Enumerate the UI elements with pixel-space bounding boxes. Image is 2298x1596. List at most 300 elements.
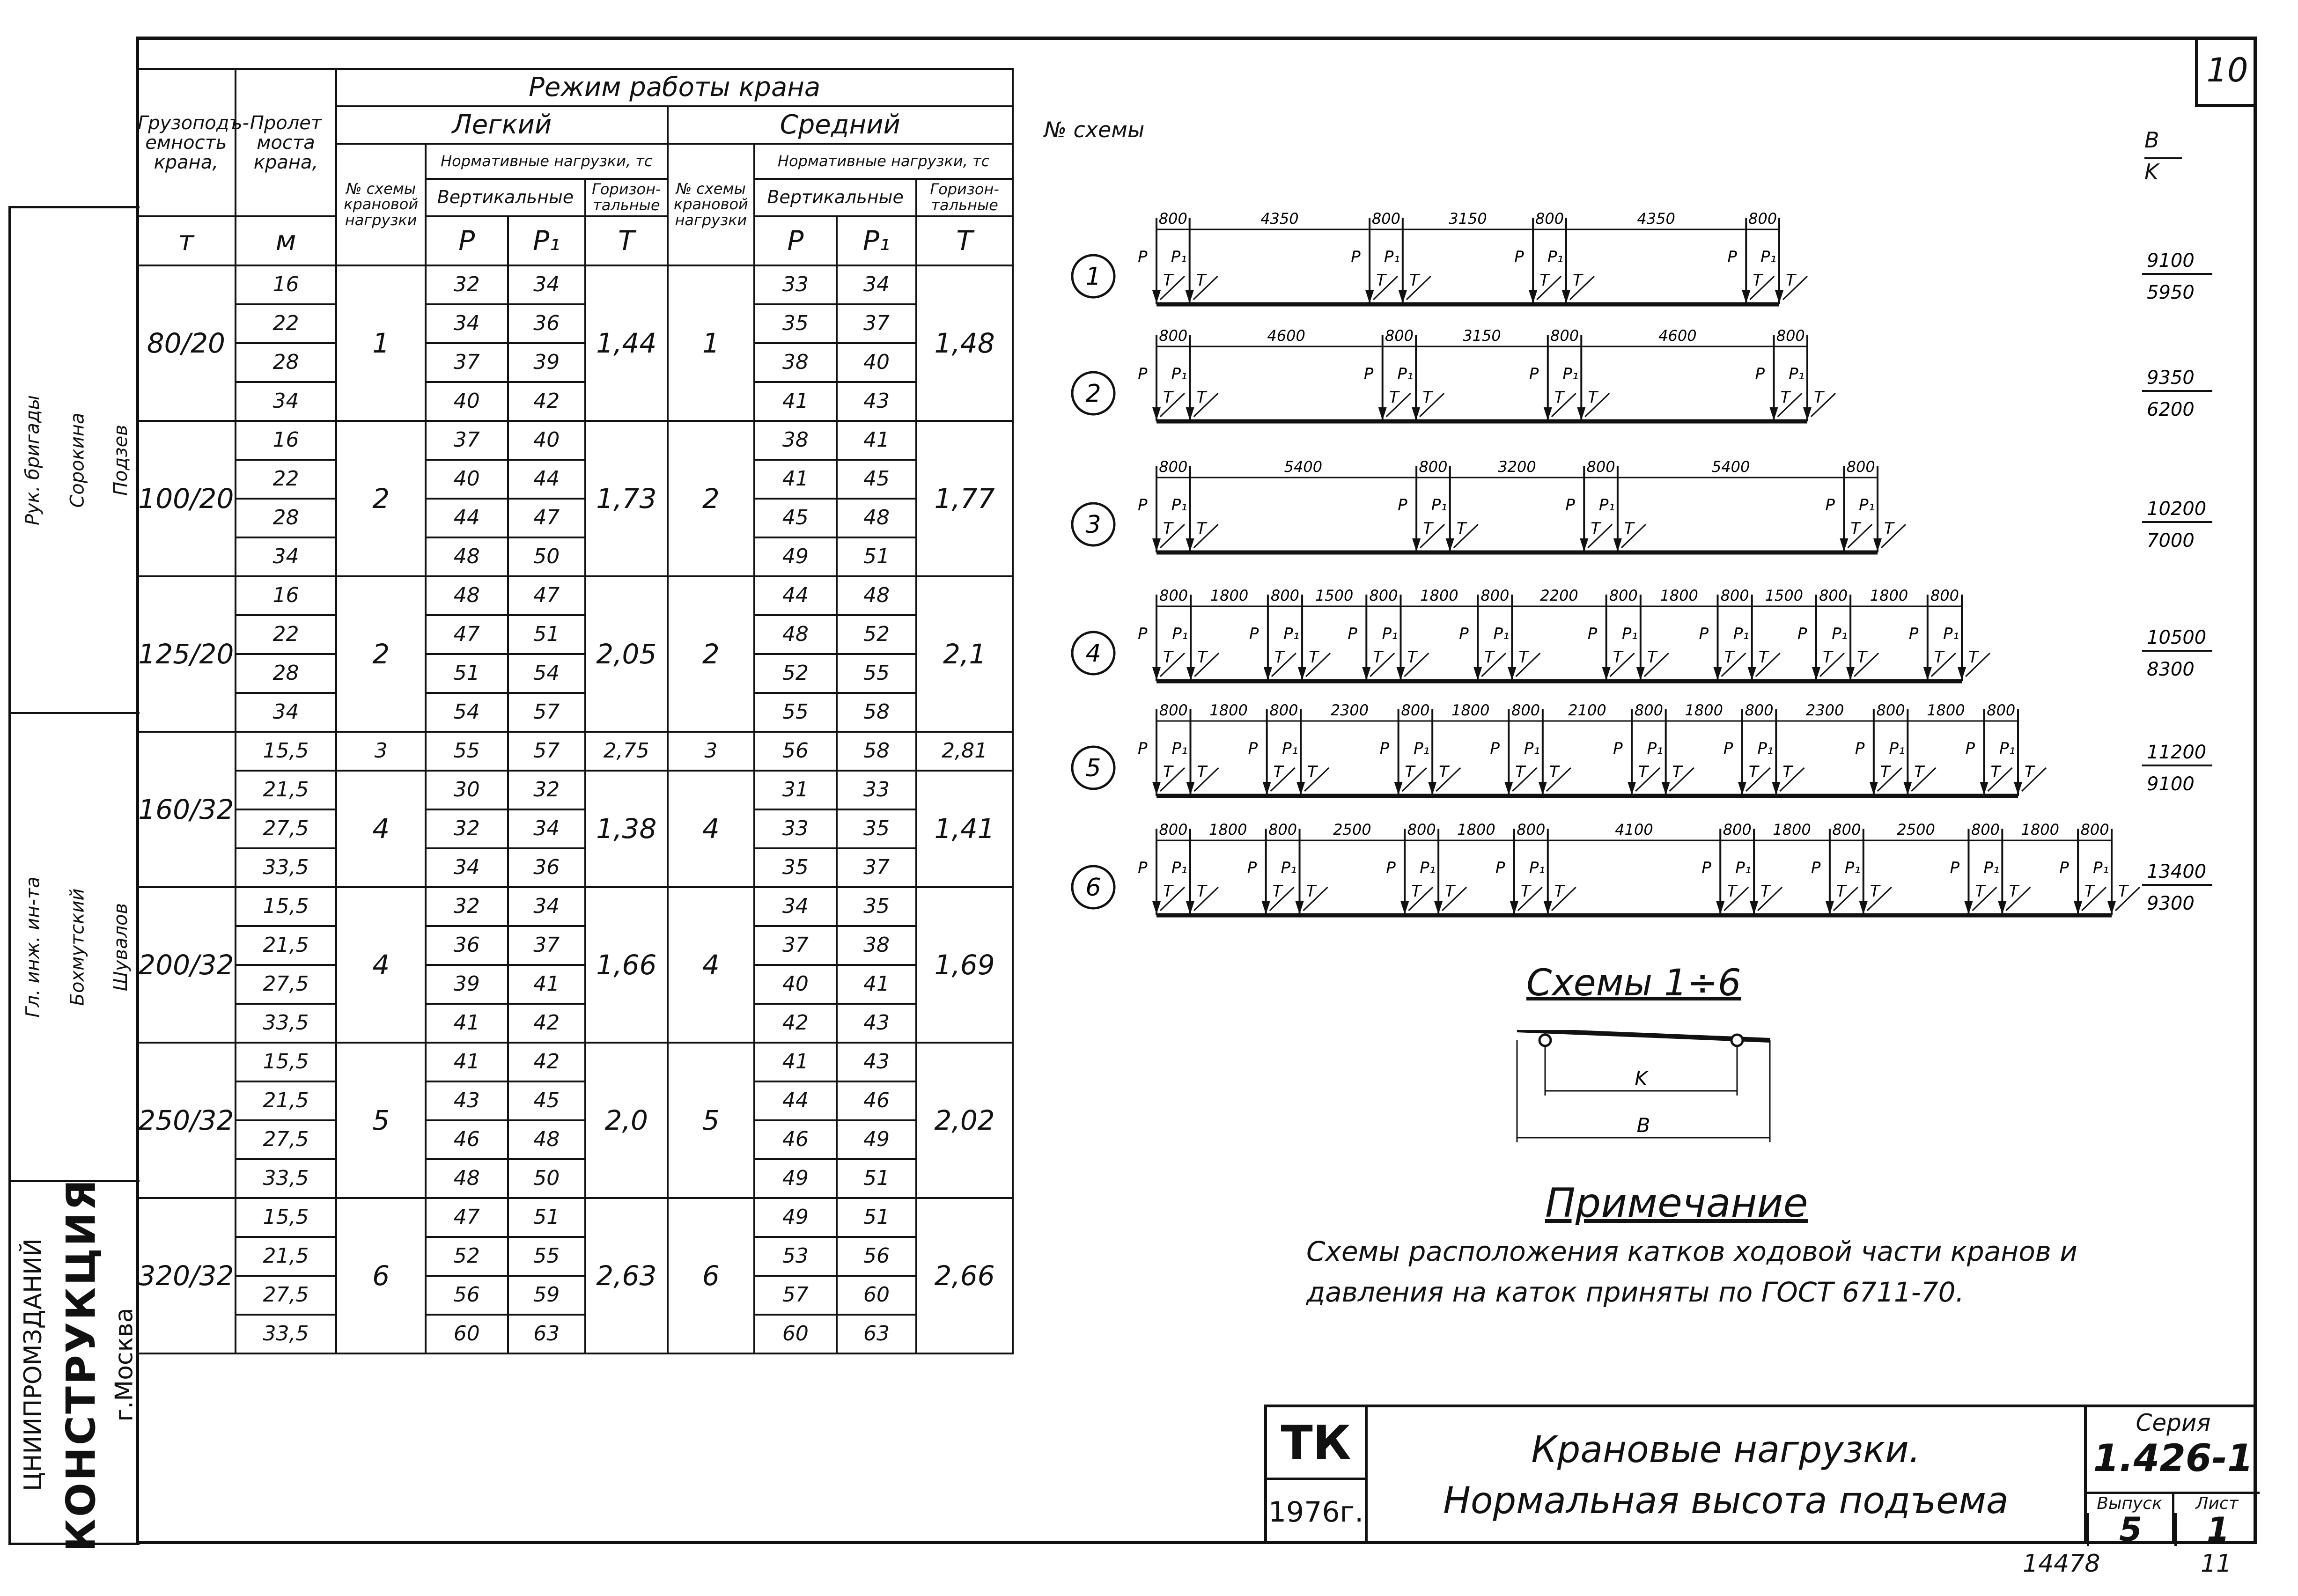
t-load-label: T bbox=[1274, 648, 1284, 667]
table-row bbox=[137, 1159, 1013, 1198]
header-span-unit: м bbox=[236, 216, 337, 265]
scheme-number: 5 bbox=[1085, 754, 1101, 782]
t-medium-cell: 2,66 bbox=[916, 1198, 1013, 1353]
span-cell: 33,5 bbox=[236, 1315, 337, 1353]
t-load-label: T bbox=[1196, 388, 1207, 407]
title-tk bbox=[1267, 1407, 1368, 1544]
t-load-label: T bbox=[1638, 763, 1648, 781]
p1-medium-cell: 41 bbox=[837, 421, 917, 460]
t-load-label: T bbox=[1934, 648, 1944, 667]
load-arrow bbox=[2074, 901, 2082, 914]
capacity-cell: 250/32 bbox=[137, 1043, 236, 1198]
tk-label: ТК bbox=[1267, 1407, 1365, 1480]
t-load-label: T bbox=[1647, 648, 1657, 667]
capacity-cell: 320/32 bbox=[137, 1198, 236, 1353]
t-light-cell: 1,38 bbox=[585, 771, 668, 887]
load-arrow bbox=[1446, 538, 1454, 552]
p1-light-cell: 34 bbox=[508, 809, 586, 848]
p-light-cell: 44 bbox=[426, 499, 508, 537]
b-value: 10200 bbox=[2147, 498, 2207, 520]
tk-year: 1976г. bbox=[1268, 1495, 1364, 1529]
header-span: Пролет моста крана, bbox=[236, 69, 337, 216]
dimension-label: 4600 bbox=[1658, 327, 1697, 345]
p1-light-cell: 40 bbox=[508, 421, 586, 460]
p1-medium-cell: 51 bbox=[837, 537, 917, 576]
p-load-label: P bbox=[1825, 496, 1835, 515]
p1-light-cell: 44 bbox=[508, 460, 586, 499]
header-p-light: P bbox=[426, 216, 508, 265]
p-load-label: P bbox=[1699, 625, 1709, 643]
scheme-6 bbox=[1072, 821, 2212, 915]
t-load-label: T bbox=[1914, 763, 1924, 781]
t-load-label: T bbox=[1990, 763, 2001, 781]
header-t-medium: T bbox=[916, 216, 1013, 265]
p-load-label: P₁ bbox=[1889, 739, 1905, 758]
t-medium-cell: 2,1 bbox=[916, 576, 1013, 732]
load-arrow bbox=[1152, 901, 1161, 914]
load-arrow bbox=[1529, 290, 1537, 303]
b-value: 11200 bbox=[2147, 742, 2207, 763]
dimension-label: 1500 bbox=[1315, 587, 1354, 604]
header-scheme-medium: № схемы крановой нагрузки bbox=[668, 144, 755, 265]
p-load-label: P₁ bbox=[1171, 248, 1187, 266]
k-value: 9100 bbox=[2147, 773, 2195, 795]
capacity-cell: 80/20 bbox=[137, 265, 236, 421]
p-medium-cell: 55 bbox=[754, 693, 837, 732]
t-light-cell: 2,63 bbox=[585, 1198, 668, 1353]
table-row bbox=[137, 1120, 1013, 1159]
t-load-label: T bbox=[1439, 763, 1449, 781]
p-medium-cell: 38 bbox=[754, 421, 837, 460]
table-row bbox=[137, 1043, 1013, 1081]
p1-medium-cell: 35 bbox=[837, 809, 917, 848]
table-row bbox=[137, 1004, 1013, 1043]
header-mode: Режим работы крана bbox=[336, 69, 1013, 106]
p-medium-cell: 38 bbox=[754, 343, 837, 382]
dimension-label: 800 bbox=[1511, 701, 1540, 719]
p-load-label: P bbox=[1379, 739, 1390, 758]
dimension-label: 800 bbox=[1930, 587, 1959, 604]
dimension-label: 1800 bbox=[1451, 701, 1490, 719]
t-load-label: T bbox=[1857, 648, 1867, 667]
span-cell: 21,5 bbox=[236, 771, 337, 809]
load-arrow bbox=[1742, 290, 1750, 303]
note-text: Схемы расположения катков ходовой части кранов и давления на каток приняты по ГОСТ 6711-70. bbox=[1306, 1236, 2077, 1308]
dimension-label: 4600 bbox=[1267, 327, 1305, 345]
t-load-label: T bbox=[2009, 882, 2019, 901]
series-value: 1.426-1 bbox=[2093, 1436, 2254, 1480]
p-load-label: P₁ bbox=[1171, 859, 1188, 877]
scheme-number: 6 bbox=[1085, 874, 1101, 902]
p1-medium-cell: 60 bbox=[837, 1276, 917, 1315]
dimension-label: 800 bbox=[1971, 821, 2000, 838]
t-medium-cell: 1,77 bbox=[916, 421, 1013, 576]
b-value: 13400 bbox=[2147, 861, 2207, 883]
p1-medium-cell: 41 bbox=[837, 965, 917, 1004]
load-arrow bbox=[1412, 407, 1420, 420]
load-arrow bbox=[1636, 667, 1645, 680]
sheet-value: 1 bbox=[2174, 1513, 2260, 1546]
issue-label: Выпуск bbox=[2097, 1494, 2162, 1513]
p-medium-cell: 41 bbox=[754, 460, 837, 499]
p1-light-cell: 57 bbox=[508, 732, 586, 771]
t-load-label: T bbox=[1163, 271, 1173, 290]
load-arrow bbox=[1544, 407, 1552, 420]
load-arrow bbox=[1539, 782, 1547, 795]
load-arrow bbox=[1812, 667, 1820, 680]
capacity-cell: 200/32 bbox=[137, 887, 236, 1043]
span-cell: 33,5 bbox=[236, 1004, 337, 1043]
load-arrow bbox=[1152, 667, 1161, 680]
dimension-label: 800 bbox=[1987, 701, 2016, 719]
p1-medium-cell: 43 bbox=[837, 382, 917, 421]
dimension-label: 800 bbox=[1535, 210, 1564, 228]
inventory-number: 14478 bbox=[2023, 1550, 2100, 1578]
t-load-label: T bbox=[1307, 763, 1317, 781]
load-arrow bbox=[1296, 782, 1305, 795]
title-main bbox=[1368, 1407, 2084, 1544]
t-light-cell: 1,73 bbox=[585, 421, 668, 576]
p1-light-cell: 55 bbox=[508, 1237, 586, 1276]
p1-medium-cell: 37 bbox=[837, 304, 917, 343]
load-arrow bbox=[1873, 538, 1882, 552]
header-p-medium: P bbox=[754, 216, 837, 265]
p-load-label: P₁ bbox=[2093, 859, 2109, 877]
scheme-light-cell: 4 bbox=[336, 887, 426, 1043]
p1-light-cell: 39 bbox=[508, 343, 586, 382]
p-medium-cell: 41 bbox=[754, 1043, 837, 1081]
p-load-label: P₁ bbox=[1414, 739, 1430, 758]
p1-medium-cell: 48 bbox=[837, 576, 917, 615]
load-arrow bbox=[1772, 782, 1780, 795]
scheme-light-cell: 6 bbox=[336, 1198, 426, 1353]
t-load-label: T bbox=[1196, 519, 1207, 538]
dimension-label: 800 bbox=[1159, 458, 1188, 476]
load-arrow bbox=[1613, 538, 1622, 552]
load-arrow bbox=[1803, 407, 1812, 420]
p-light-cell: 48 bbox=[426, 576, 508, 615]
p-load-label: P₁ bbox=[1493, 625, 1510, 643]
load-arrow bbox=[1750, 901, 1758, 914]
scheme-medium-cell: 3 bbox=[668, 732, 755, 771]
p-load-label: P bbox=[1247, 859, 1257, 877]
load-arrow bbox=[1152, 290, 1161, 303]
header-vertical-medium: Вертикальные bbox=[754, 179, 916, 216]
t-light-cell: 2,05 bbox=[585, 576, 668, 732]
t-medium-cell: 1,41 bbox=[916, 771, 1013, 887]
dimension-label: 800 bbox=[1159, 327, 1188, 345]
span-cell: 21,5 bbox=[236, 1081, 337, 1120]
p-load-label: P bbox=[1398, 496, 1407, 515]
p-load-label: P₁ bbox=[1733, 625, 1749, 643]
mini-b-label: B bbox=[1636, 1114, 1650, 1137]
p1-light-cell: 37 bbox=[508, 926, 586, 965]
p-load-label: P₁ bbox=[1832, 625, 1848, 643]
p-load-label: P₁ bbox=[1382, 625, 1398, 643]
scheme-light-cell: 1 bbox=[336, 265, 426, 421]
stamp-name: Сорокина bbox=[66, 412, 88, 508]
t-load-label: T bbox=[1520, 882, 1531, 901]
p-load-label: P₁ bbox=[1757, 739, 1774, 758]
p-load-label: P₁ bbox=[1524, 739, 1540, 758]
p-light-cell: 41 bbox=[426, 1004, 508, 1043]
scheme-5 bbox=[1072, 701, 2212, 796]
t-load-label: T bbox=[1515, 763, 1525, 781]
p-light-cell: 37 bbox=[426, 421, 508, 460]
dimension-label: 5400 bbox=[1284, 458, 1323, 476]
p1-light-cell: 34 bbox=[508, 265, 586, 304]
dimension-label: 800 bbox=[1723, 821, 1752, 838]
p-medium-cell: 33 bbox=[754, 809, 837, 848]
dimension-label: 800 bbox=[1480, 587, 1510, 604]
dimension-label: 800 bbox=[1609, 587, 1638, 604]
load-arrow bbox=[1152, 538, 1161, 552]
dimension-label: 800 bbox=[1159, 701, 1188, 719]
p-light-cell: 40 bbox=[426, 382, 508, 421]
p-load-label: P₁ bbox=[1283, 625, 1300, 643]
b-value: 9350 bbox=[2147, 367, 2195, 389]
p-load-label: P₁ bbox=[1282, 739, 1298, 758]
scheme-number: 4 bbox=[1085, 640, 1101, 668]
dimension-label: 4100 bbox=[1615, 821, 1653, 838]
t-load-label: T bbox=[1554, 882, 1564, 901]
load-arrow bbox=[1152, 407, 1161, 420]
p1-medium-cell: 58 bbox=[837, 732, 917, 771]
span-cell: 28 bbox=[236, 499, 337, 537]
load-arrow bbox=[1870, 782, 1878, 795]
p-load-label: P bbox=[1797, 625, 1807, 643]
t-medium-cell: 1,69 bbox=[916, 887, 1013, 1043]
p-medium-cell: 57 bbox=[754, 1276, 837, 1315]
load-arrow bbox=[1400, 901, 1409, 914]
p-medium-cell: 56 bbox=[754, 732, 837, 771]
title-line-2: Нормальная высота подъема bbox=[1443, 1480, 2009, 1522]
load-arrow bbox=[1846, 667, 1855, 680]
span-cell: 22 bbox=[236, 460, 337, 499]
span-cell: 33,5 bbox=[236, 1159, 337, 1198]
p1-light-cell: 42 bbox=[508, 1043, 586, 1081]
p-load-label: P₁ bbox=[1735, 859, 1752, 877]
t-load-label: T bbox=[1870, 882, 1880, 901]
p-medium-cell: 45 bbox=[754, 499, 837, 537]
p-load-label: P bbox=[1138, 739, 1148, 758]
p-load-label: P₁ bbox=[1943, 625, 1959, 643]
p1-medium-cell: 35 bbox=[837, 887, 917, 926]
note-title: Примечание bbox=[1545, 1180, 1808, 1227]
load-arrow bbox=[1662, 782, 1670, 795]
p-load-label: P bbox=[1138, 496, 1148, 515]
p-load-label: P₁ bbox=[1384, 248, 1400, 266]
p-load-label: P bbox=[2059, 859, 2069, 877]
load-arrow bbox=[1365, 290, 1374, 303]
p1-medium-cell: 48 bbox=[837, 499, 917, 537]
table-row bbox=[137, 1315, 1013, 1353]
header-capacity: Грузоподъ-емность крана, bbox=[137, 69, 236, 216]
dimension-label: 2300 bbox=[1330, 701, 1369, 719]
dimension-label: 2300 bbox=[1805, 701, 1844, 719]
p-light-cell: 54 bbox=[426, 693, 508, 732]
p-light-cell: 34 bbox=[426, 848, 508, 887]
p1-light-cell: 50 bbox=[508, 1159, 586, 1198]
span-cell: 21,5 bbox=[236, 926, 337, 965]
p-light-cell: 56 bbox=[426, 1276, 508, 1315]
t-load-label: T bbox=[1309, 648, 1318, 667]
p-load-label: P bbox=[1351, 248, 1361, 266]
p-load-label: P bbox=[1723, 739, 1733, 758]
load-arrow bbox=[1903, 782, 1912, 795]
dimension-label: 1800 bbox=[1457, 821, 1495, 838]
p1-medium-cell: 40 bbox=[837, 343, 917, 382]
p-load-label: P bbox=[1727, 248, 1737, 266]
span-cell: 16 bbox=[236, 265, 337, 304]
p1-medium-cell: 55 bbox=[837, 654, 917, 693]
dimension-label: 1500 bbox=[1765, 587, 1804, 604]
t-load-label: T bbox=[2025, 763, 2034, 781]
p-medium-cell: 49 bbox=[754, 1159, 837, 1198]
p1-light-cell: 32 bbox=[508, 771, 586, 809]
dimension-label: 800 bbox=[1268, 821, 1297, 838]
t-load-label: T bbox=[1272, 882, 1282, 901]
title-series bbox=[2084, 1407, 2260, 1549]
p1-light-cell: 47 bbox=[508, 576, 586, 615]
load-arrow bbox=[1826, 901, 1834, 914]
p-load-label: P₁ bbox=[1760, 248, 1777, 266]
load-arrow bbox=[1628, 782, 1636, 795]
p-light-cell: 47 bbox=[426, 1198, 508, 1237]
t-load-label: T bbox=[1518, 648, 1529, 667]
load-arrow bbox=[1412, 538, 1421, 552]
dimension-label: 800 bbox=[2080, 821, 2109, 838]
p-light-cell: 40 bbox=[426, 460, 508, 499]
t-load-label: T bbox=[1197, 648, 1207, 667]
p1-medium-cell: 46 bbox=[837, 1081, 917, 1120]
p1-medium-cell: 37 bbox=[837, 848, 917, 887]
scheme-medium-cell: 4 bbox=[668, 771, 755, 887]
dimension-label: 1800 bbox=[1660, 587, 1698, 604]
capacity-cell: 100/20 bbox=[137, 421, 236, 576]
load-arrow bbox=[1262, 901, 1270, 914]
load-arrow bbox=[1716, 901, 1724, 914]
span-cell: 21,5 bbox=[236, 1237, 337, 1276]
dimension-label: 800 bbox=[1517, 821, 1546, 838]
p-load-label: P₁ bbox=[1621, 625, 1638, 643]
p-light-cell: 48 bbox=[426, 537, 508, 576]
span-cell: 27,5 bbox=[236, 1120, 337, 1159]
p-load-label: P bbox=[1587, 625, 1598, 643]
b-value: 9100 bbox=[2147, 250, 2195, 272]
scheme-1 bbox=[1072, 210, 2212, 304]
dimension-label: 800 bbox=[1586, 458, 1615, 476]
p-load-label: P₁ bbox=[1171, 739, 1188, 758]
p1-light-cell: 34 bbox=[508, 887, 586, 926]
table-row bbox=[137, 1276, 1013, 1315]
p-light-cell: 43 bbox=[426, 1081, 508, 1120]
p-medium-cell: 34 bbox=[754, 887, 837, 926]
p-light-cell: 37 bbox=[426, 343, 508, 382]
p-medium-cell: 52 bbox=[754, 654, 837, 693]
t-load-label: T bbox=[1197, 763, 1207, 781]
span-cell: 33,5 bbox=[236, 848, 337, 887]
dimension-label: 800 bbox=[1819, 587, 1848, 604]
t-load-label: T bbox=[2118, 882, 2128, 901]
load-arrow bbox=[1769, 407, 1778, 420]
dimension-label: 3150 bbox=[1463, 327, 1501, 345]
t-medium-cell: 2,02 bbox=[916, 1043, 1013, 1198]
p-load-label: P bbox=[1495, 859, 1505, 877]
p-load-label: P₁ bbox=[1647, 739, 1663, 758]
load-arrow bbox=[1298, 667, 1306, 680]
p1-medium-cell: 58 bbox=[837, 693, 917, 732]
p-light-cell: 55 bbox=[426, 732, 508, 771]
p-light-cell: 36 bbox=[426, 926, 508, 965]
t-load-label: T bbox=[1273, 763, 1283, 781]
dimension-label: 800 bbox=[1846, 458, 1875, 476]
load-arrow bbox=[1186, 538, 1194, 552]
p-load-label: P₁ bbox=[1547, 248, 1564, 266]
span-cell: 22 bbox=[236, 615, 337, 654]
p-load-label: P₁ bbox=[1281, 859, 1297, 877]
p1-light-cell: 63 bbox=[508, 1315, 586, 1353]
dimension-label: 4350 bbox=[1260, 210, 1299, 228]
t-load-label: T bbox=[1484, 648, 1494, 667]
t-light-cell: 2,75 bbox=[585, 732, 668, 771]
dimension-label: 800 bbox=[1159, 587, 1188, 604]
load-arrow bbox=[1562, 290, 1570, 303]
load-arrow bbox=[2014, 782, 2022, 795]
p-load-label: P₁ bbox=[1598, 496, 1615, 515]
p-medium-cell: 49 bbox=[754, 537, 837, 576]
t-light-cell: 1,66 bbox=[585, 887, 668, 1043]
p1-medium-cell: 34 bbox=[837, 265, 917, 304]
load-arrow bbox=[2107, 901, 2116, 914]
k-value: 8300 bbox=[2147, 659, 2195, 680]
k-value: 9300 bbox=[2147, 893, 2195, 914]
span-cell: 15,5 bbox=[236, 1043, 337, 1081]
t-load-label: T bbox=[1822, 648, 1833, 667]
load-arrow bbox=[1577, 407, 1585, 420]
header-scheme-light: № схемы крановой нагрузки bbox=[336, 144, 426, 265]
dimension-label: 1800 bbox=[1927, 701, 1965, 719]
load-arrow bbox=[1738, 782, 1746, 795]
p-load-label: P bbox=[1490, 739, 1500, 758]
p1-medium-cell: 33 bbox=[837, 771, 917, 809]
p1-light-cell: 42 bbox=[508, 1004, 586, 1043]
t-load-label: T bbox=[1539, 271, 1549, 290]
dimension-label: 800 bbox=[1550, 327, 1579, 345]
dimension-label: 1800 bbox=[1685, 701, 1723, 719]
p-load-label: P bbox=[1138, 625, 1148, 643]
capacity-cell: 125/20 bbox=[137, 576, 236, 732]
t-load-label: T bbox=[1411, 882, 1422, 901]
p-load-label: P bbox=[1950, 859, 1959, 877]
p1-light-cell: 47 bbox=[508, 499, 586, 537]
p-medium-cell: 53 bbox=[754, 1237, 837, 1276]
t-load-label: T bbox=[1975, 882, 1985, 901]
p-load-label: P₁ bbox=[1420, 859, 1436, 877]
table-row bbox=[137, 1081, 1013, 1120]
dimension-label: 800 bbox=[1720, 587, 1749, 604]
p-load-label: P₁ bbox=[1844, 859, 1861, 877]
load-arrow bbox=[1434, 901, 1443, 914]
stamp-name: Бохмутский bbox=[66, 888, 88, 1006]
schemes-header: № схемы bbox=[1044, 117, 1145, 142]
p1-medium-cell: 43 bbox=[837, 1043, 917, 1081]
dimension-label: 800 bbox=[1270, 587, 1300, 604]
t-load-label: T bbox=[1724, 648, 1734, 667]
p-medium-cell: 31 bbox=[754, 771, 837, 809]
t-load-label: T bbox=[1572, 271, 1583, 290]
scheme-2 bbox=[1072, 327, 2212, 421]
